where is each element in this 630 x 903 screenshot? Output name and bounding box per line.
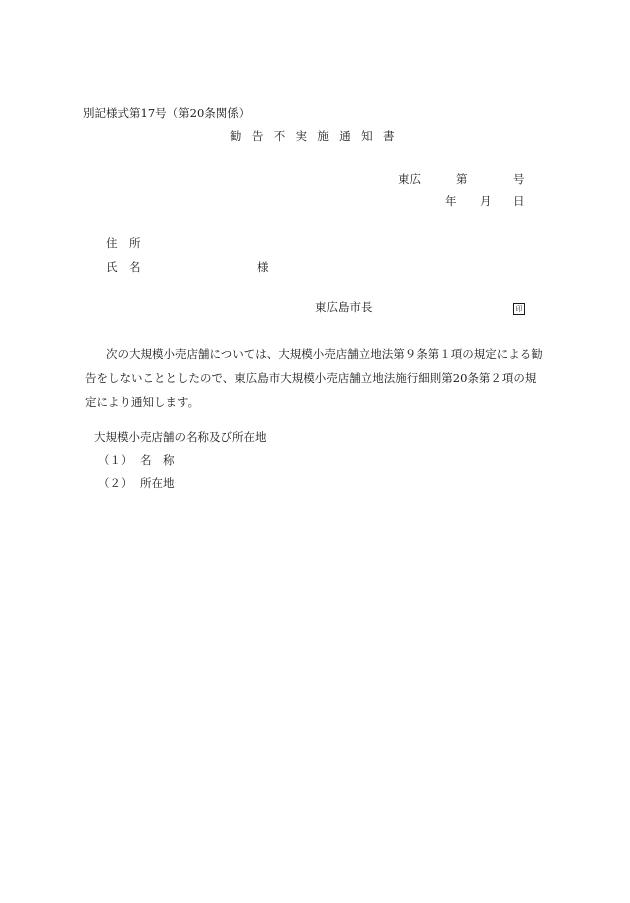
document-title: 勧告不実施通知書 [230,129,405,143]
date-day: 日 [513,194,525,208]
store-item-1-num: （１） [98,453,133,467]
date-month: 月 [480,194,492,208]
store-item-2-num: （２） [98,476,133,490]
doc-number-dai: 第 [456,172,468,186]
doc-number-prefix: 東広 [398,172,421,186]
store-item-1-label: 名 称 [140,453,175,467]
body-line-3: 定により通知します。 [85,395,200,409]
name-label: 氏 名 [106,260,141,274]
doc-number-go: 号 [513,172,525,186]
store-item-2-label: 所在地 [140,476,175,490]
body-line-1: 次の大規模小売店舗については、大規模小売店舗立地法第９条第１項の規定による勧 [106,347,543,361]
body-paragraph [85,342,545,414]
form-label: 別記様式第17号（第20条関係） [83,106,251,120]
date-year: 年 [445,194,457,208]
store-section-heading: 大規模小売店舗の名称及び所在地 [94,430,267,444]
sender-name: 東広島市長 [315,300,373,314]
honorific: 様 [257,260,269,274]
body-line-2: 告をしないこととしたので、東広島市大規模小売店舗立地法施行細則第20条第２項の規 [85,371,537,385]
address-label: 住 所 [106,236,141,250]
seal-icon: 印 [513,303,525,315]
seal-mark [513,302,525,315]
